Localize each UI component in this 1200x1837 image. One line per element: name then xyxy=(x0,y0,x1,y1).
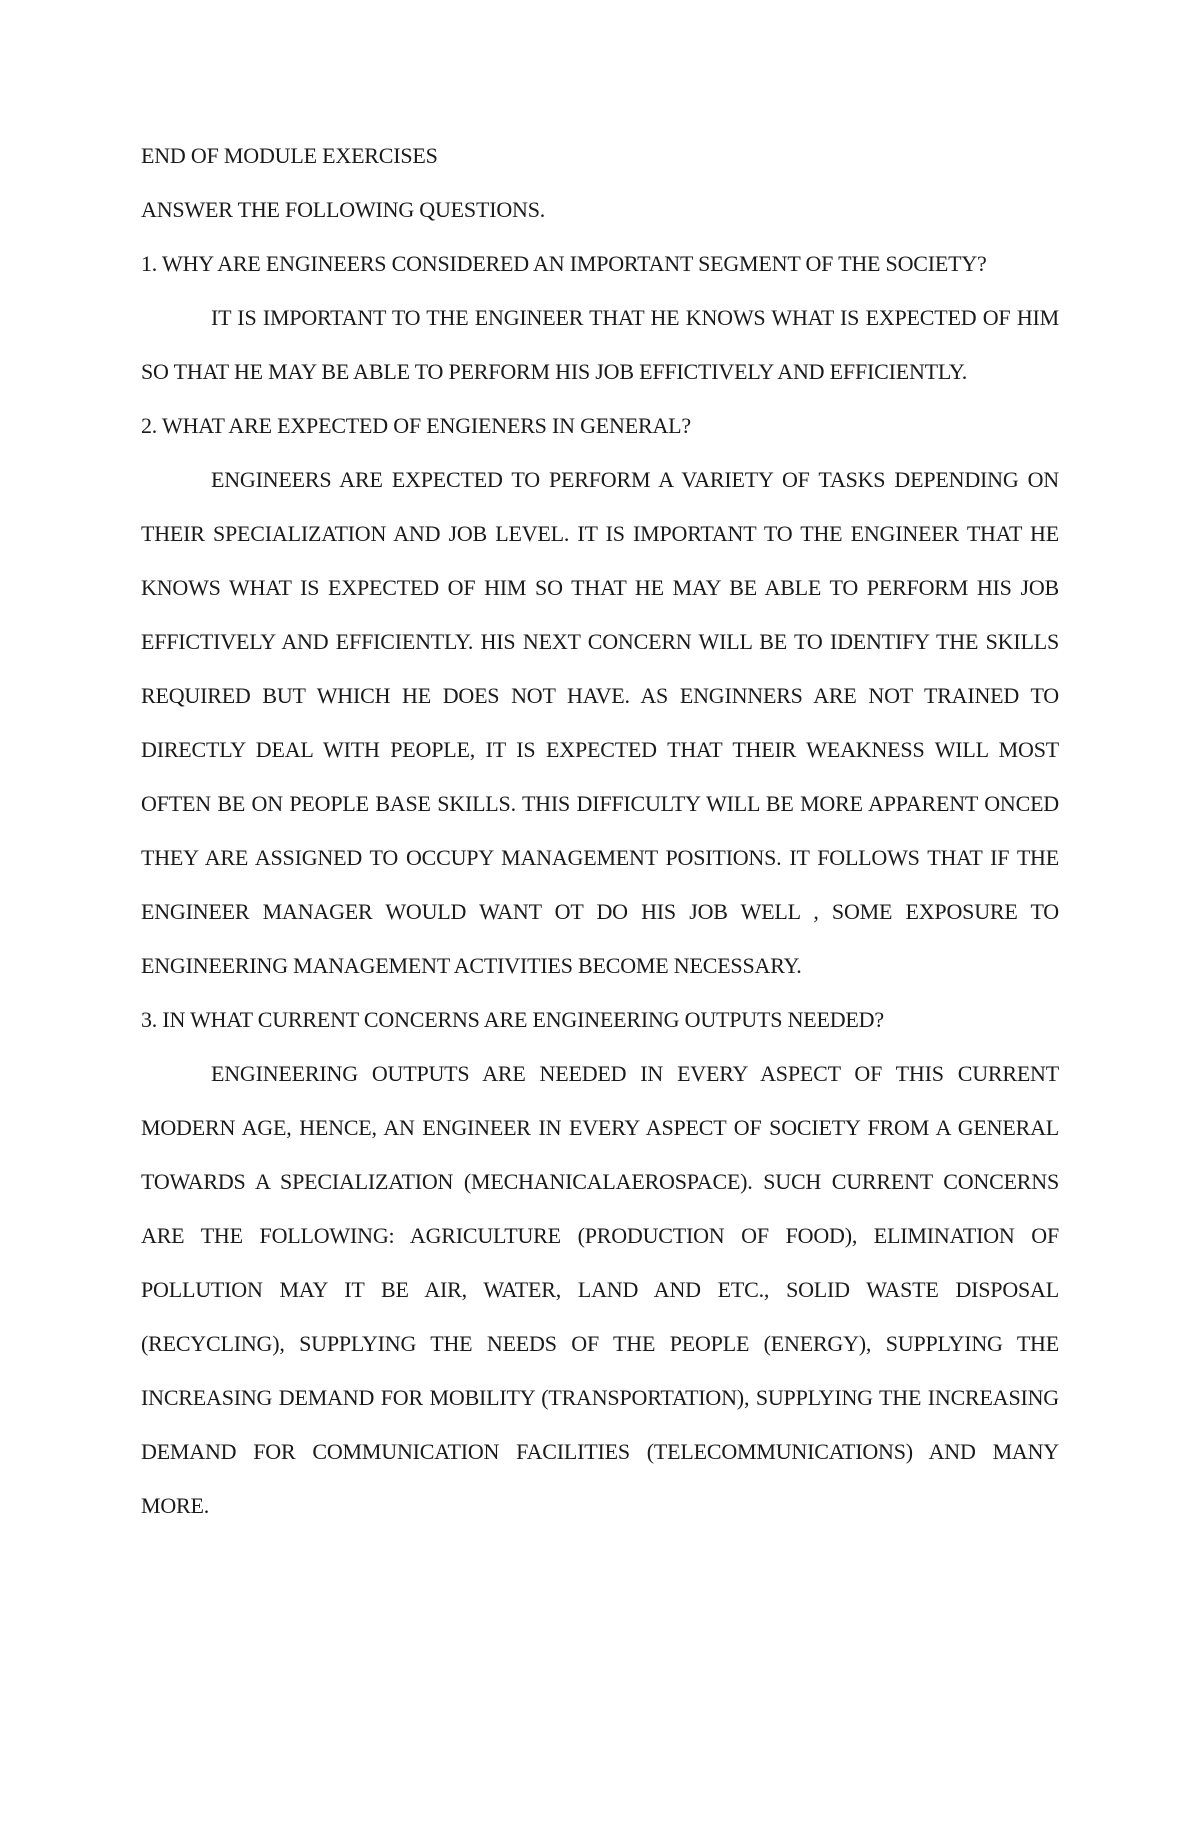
answer-3: ENGINEERING OUTPUTS ARE NEEDED IN EVERY ASPECT OF THIS CURRENT MODERN AGE, HENCE, AN ENGINEER IN EVERY ASPECT OF SOCIETY FROM A GENERAL TOWARDS A SPECIALIZATION (MECHANICALAEROSPACE). SUCH CURRENT CONCERNS ARE THE FOLLOWING: AGRICULTURE (PRODUCTION OF FOOD), ELIMINATION OF POLLUTION MAY IT BE AIR, WATER, LAND AND ETC., SOLID WASTE DISPOSAL (RECYCLING), SUPPLYING THE NEEDS OF THE PEOPLE (ENERGY), SUPPLYING THE INCREASING DEMAND FOR MOBILITY (TRANSPORTATION), SUPPLYING THE INCREASING DEMAND FOR COMMUNICATION FACILITIES (TELECOMMUNICATIONS) AND MANY MORE. xyxy=(141,1061,1059,1518)
answer-1: IT IS IMPORTANT TO THE ENGINEER THAT HE KNOWS WHAT IS EXPECTED OF HIM SO THAT HE MAY BE ABLE TO PERFORM HIS JOB EFFICTIVELY AND EFFICIENTLY. xyxy=(141,305,1059,384)
document-page xyxy=(141,129,1059,1533)
question-2: 2. WHAT ARE EXPECTED OF ENGIENERS IN GENERAL? xyxy=(141,413,691,438)
document-instruction: ANSWER THE FOLLOWING QUESTIONS. xyxy=(141,197,546,222)
question-1: 1. WHY ARE ENGINEERS CONSIDERED AN IMPORTANT SEGMENT OF THE SOCIETY? xyxy=(141,251,987,276)
question-3: 3. IN WHAT CURRENT CONCERNS ARE ENGINEERING OUTPUTS NEEDED? xyxy=(141,1007,884,1032)
answer-2: ENGINEERS ARE EXPECTED TO PERFORM A VARIETY OF TASKS DEPENDING ON THEIR SPECIALIZATION AND JOB LEVEL. IT IS IMPORTANT TO THE ENGINEER THAT HE KNOWS WHAT IS EXPECTED OF HIM SO THAT HE MAY BE ABLE TO PERFORM HIS JOB EFFICTIVELY AND EFFICIENTLY. HIS NEXT CONCERN WILL BE TO IDENTIFY THE SKILLS REQUIRED BUT WHICH HE DOES NOT HAVE. AS ENGINNERS ARE NOT TRAINED TO DIRECTLY DEAL WITH PEOPLE, IT IS EXPECTED THAT THEIR WEAKNESS WILL MOST OFTEN BE ON PEOPLE BASE SKILLS. THIS DIFFICULTY WILL BE MORE APPARENT ONCED THEY ARE ASSIGNED TO OCCUPY MANAGEMENT POSITIONS. IT FOLLOWS THAT IF THE ENGINEER MANAGER WOULD WANT OT DO HIS JOB WELL , SOME EXPOSURE TO ENGINEERING MANAGEMENT ACTIVITIES BECOME NECESSARY. xyxy=(141,467,1059,978)
document-heading: END OF MODULE EXERCISES xyxy=(141,143,438,168)
